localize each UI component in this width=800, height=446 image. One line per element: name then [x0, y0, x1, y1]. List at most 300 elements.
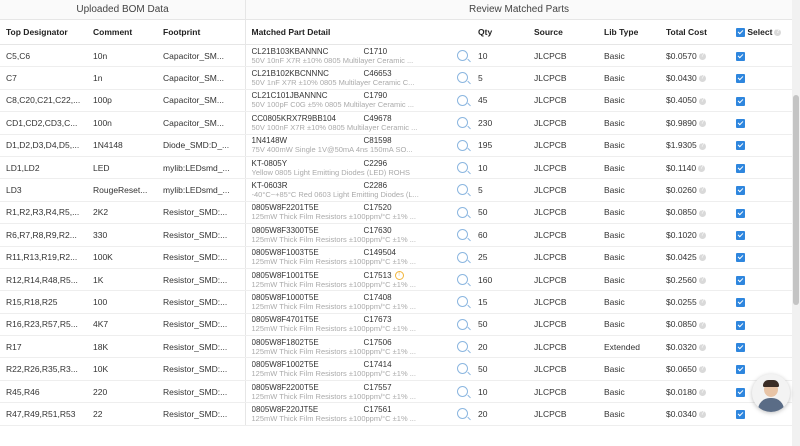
part-description: 125mW Thick Film Resistors ±100ppm/°C ±1% ...: [251, 301, 416, 311]
review-matched-header: Review Matched Parts: [468, 4, 570, 15]
checkbox-checked-icon[interactable]: [736, 321, 745, 330]
lib-type-cell: Basic: [598, 313, 660, 335]
total-cost-value: $0.0850: [666, 319, 697, 330]
search-icon[interactable]: [457, 252, 468, 263]
qty-cell: 50: [472, 358, 528, 380]
checkbox-checked-icon[interactable]: [736, 74, 745, 83]
designator-cell: C5,C6: [0, 45, 87, 67]
qty-cell: 60: [472, 224, 528, 246]
source-cell: JLCPCB: [528, 336, 598, 358]
checkbox-checked-icon[interactable]: [736, 209, 745, 218]
checkbox-checked-icon[interactable]: [736, 253, 745, 262]
question-icon[interactable]: ?: [700, 366, 704, 373]
source-cell: JLCPCB: [528, 67, 598, 89]
qty-cell: 25: [472, 246, 528, 268]
search-icon[interactable]: [457, 162, 468, 173]
total-cost-cell: [660, 358, 730, 380]
part-detail-cell: [245, 224, 472, 246]
comment-cell: 2K2: [87, 201, 157, 223]
scrollbar-thumb[interactable]: [793, 95, 799, 305]
question-icon[interactable]: ?: [700, 276, 704, 283]
part-description: Yellow 0805 Light Emitting Diodes (LED) ROHS: [251, 167, 411, 177]
designator-cell: LD3: [0, 179, 87, 201]
qty-cell: 5: [472, 67, 528, 89]
qty-cell: 160: [472, 268, 528, 290]
search-icon[interactable]: [457, 50, 468, 61]
total-cost-value: $0.4050: [666, 95, 697, 106]
footprint-cell: mylib:LEDsmd_...: [157, 179, 245, 201]
part-detail-cell: [245, 201, 472, 223]
comment-cell: LED: [87, 156, 157, 178]
select-cell[interactable]: [730, 246, 792, 268]
question-icon[interactable]: ?: [700, 321, 704, 328]
footprint-cell: Resistor_SMD:...: [157, 201, 245, 223]
search-icon[interactable]: [457, 386, 468, 397]
total-cost-cell: [660, 313, 730, 335]
part-number: KT-0805Y: [251, 158, 288, 168]
question-icon[interactable]: ?: [700, 232, 704, 239]
designator-cell: R17: [0, 336, 87, 358]
table-row[interactable]: [0, 224, 792, 246]
question-icon[interactable]: ?: [776, 29, 780, 36]
lcsc-code[interactable]: C17414: [363, 360, 392, 370]
scrollbar[interactable]: [792, 0, 800, 446]
select-cell[interactable]: [730, 179, 792, 201]
total-cost-cell: [660, 268, 730, 290]
table-row[interactable]: [0, 313, 792, 335]
col-select[interactable]: [730, 20, 792, 45]
part-detail-cell: [245, 268, 472, 290]
qty-cell: 20: [472, 336, 528, 358]
total-cost-value: $0.0650: [666, 364, 697, 375]
checkbox-checked-icon[interactable]: [736, 97, 745, 106]
lcsc-code[interactable]: C1790: [363, 91, 388, 101]
table-row[interactable]: [0, 45, 792, 67]
footprint-cell: Capacitor_SM...: [157, 112, 245, 134]
footprint-cell: Capacitor_SM...: [157, 89, 245, 111]
col-designator[interactable]: Top Designator: [0, 20, 87, 45]
select-cell[interactable]: [730, 313, 792, 335]
lib-type-cell: Basic: [598, 112, 660, 134]
lcsc-code[interactable]: C17520: [363, 203, 392, 213]
qty-cell: 20: [472, 403, 528, 425]
bom-table: [0, 20, 792, 426]
part-description: 125mW Thick Film Resistors ±100ppm/°C ±1% ...: [251, 413, 416, 423]
footprint-cell: Resistor_SMD:...: [157, 313, 245, 335]
designator-cell: R45,R46: [0, 380, 87, 402]
search-icon[interactable]: [457, 140, 468, 151]
avatar-body: [758, 398, 784, 412]
lcsc-code[interactable]: C17557: [363, 382, 392, 392]
search-icon[interactable]: [457, 363, 468, 374]
part-description: 50V 10nF X7R ±10% 0805 Multilayer Ceramic ...: [251, 55, 414, 65]
comment-cell: 330: [87, 224, 157, 246]
select-cell[interactable]: [730, 268, 792, 290]
footprint-cell: Resistor_SMD:...: [157, 403, 245, 425]
question-icon[interactable]: ?: [700, 120, 704, 127]
question-icon[interactable]: ?: [700, 97, 704, 104]
designator-cell: C8,C20,C21,C22,...: [0, 89, 87, 111]
lib-type-cell: Basic: [598, 358, 660, 380]
lib-type-cell: Basic: [598, 134, 660, 156]
search-icon[interactable]: [457, 408, 468, 419]
part-detail-cell: [245, 336, 472, 358]
total-cost-cell: [660, 380, 730, 402]
total-cost-value: $0.0570: [666, 50, 697, 61]
col-qty[interactable]: Qty: [472, 20, 528, 45]
footprint-cell: mylib:LEDsmd_...: [157, 156, 245, 178]
col-select-label: Select: [747, 26, 773, 37]
total-cost-cell: [660, 45, 730, 67]
search-icon[interactable]: [457, 296, 468, 307]
part-description: 50V 100nF X7R ±10% 0805 Multilayer Ceramic ...: [251, 122, 418, 132]
comment-cell: 100: [87, 291, 157, 313]
uploaded-bom-header: Uploaded BOM Data: [0, 0, 246, 19]
part-detail-cell: [245, 246, 472, 268]
lcsc-code[interactable]: C2286: [363, 181, 388, 191]
source-cell: JLCPCB: [528, 313, 598, 335]
part-number: 0805W8F1003T5E: [251, 248, 319, 258]
total-cost-value: $0.0255: [666, 296, 697, 307]
total-cost-value: $0.0180: [666, 386, 697, 397]
table-row[interactable]: [0, 291, 792, 313]
total-cost-cell: [660, 89, 730, 111]
question-icon[interactable]: ?: [700, 388, 704, 395]
designator-cell: R12,R14,R48,R5...: [0, 268, 87, 290]
comment-cell: 100p: [87, 89, 157, 111]
table-row[interactable]: [0, 246, 792, 268]
qty-cell: 10: [472, 380, 528, 402]
qty-cell: 50: [472, 201, 528, 223]
support-avatar[interactable]: [752, 374, 790, 412]
comment-cell: 4K7: [87, 313, 157, 335]
question-icon[interactable]: ?: [700, 254, 704, 261]
search-icon[interactable]: [457, 207, 468, 218]
lib-type-cell: Basic: [598, 268, 660, 290]
part-number: 0805W8F3300T5E: [251, 225, 319, 235]
qty-cell: 195: [472, 134, 528, 156]
footprint-cell: Capacitor_SM...: [157, 67, 245, 89]
lib-type-cell: Basic: [598, 246, 660, 268]
footprint-cell: Resistor_SMD:...: [157, 246, 245, 268]
part-detail-cell: [245, 156, 472, 178]
checkbox-checked-icon[interactable]: [736, 186, 745, 195]
designator-cell: LD1,LD2: [0, 156, 87, 178]
total-cost-value: $0.2560: [666, 274, 697, 285]
section-header: [0, 0, 792, 20]
select-cell[interactable]: [730, 67, 792, 89]
footprint-cell: Resistor_SMD:...: [157, 268, 245, 290]
footprint-cell: Resistor_SMD:...: [157, 224, 245, 246]
comment-cell: 100n: [87, 112, 157, 134]
search-icon[interactable]: [457, 229, 468, 240]
designator-cell: R22,R26,R35,R3...: [0, 358, 87, 380]
total-cost-cell: [660, 336, 730, 358]
designator-cell: R6,R7,R8,R9,R2...: [0, 224, 87, 246]
part-description: -40°C~+85°C Red 0603 Light Emitting Diodes (L...: [251, 190, 419, 200]
table-row[interactable]: [0, 268, 792, 290]
checkbox-checked-icon[interactable]: [736, 298, 745, 307]
source-cell: JLCPCB: [528, 89, 598, 111]
comment-cell: 22: [87, 403, 157, 425]
lcsc-code[interactable]: C1710: [363, 46, 388, 56]
lib-type-cell: Basic: [598, 403, 660, 425]
col-comment[interactable]: Comment: [87, 20, 157, 45]
lib-type-cell: Basic: [598, 201, 660, 223]
comment-cell: 100K: [87, 246, 157, 268]
part-description: 125mW Thick Film Resistors ±100ppm/°C ±1% ...: [251, 212, 416, 222]
select-cell[interactable]: [730, 89, 792, 111]
source-cell: JLCPCB: [528, 112, 598, 134]
table-header-row: [0, 20, 792, 45]
lcsc-code[interactable]: C17630: [363, 225, 392, 235]
checkbox-checked-icon[interactable]: [736, 141, 745, 150]
comment-cell: 1n: [87, 67, 157, 89]
table-row[interactable]: [0, 358, 792, 380]
total-cost-cell: [660, 291, 730, 313]
part-description: 125mW Thick Film Resistors ±100ppm/°C ±1% ...: [251, 234, 416, 244]
table-row[interactable]: [0, 201, 792, 223]
total-cost-value: $0.0430: [666, 73, 697, 84]
lcsc-code[interactable]: C17408: [363, 292, 392, 302]
part-number: 0805W8F1000T5E: [251, 292, 319, 302]
question-icon[interactable]: ?: [700, 52, 704, 59]
source-cell: JLCPCB: [528, 179, 598, 201]
total-cost-cell: [660, 156, 730, 178]
qty-cell: 5: [472, 179, 528, 201]
comment-cell: 1N4148: [87, 134, 157, 156]
lib-type-cell: Basic: [598, 156, 660, 178]
lib-type-cell: Basic: [598, 179, 660, 201]
part-number: 0805W8F1001T5E: [251, 270, 319, 280]
source-cell: JLCPCB: [528, 291, 598, 313]
select-cell[interactable]: [730, 156, 792, 178]
total-cost-value: $0.0260: [666, 185, 697, 196]
warning-icon[interactable]: !: [395, 271, 404, 280]
part-detail-cell: [245, 179, 472, 201]
question-icon[interactable]: ?: [700, 209, 704, 216]
total-cost-cell: [660, 403, 730, 425]
designator-cell: D1,D2,D3,D4,D5,...: [0, 134, 87, 156]
total-cost-cell: [660, 201, 730, 223]
footprint-cell: Diode_SMD:D_...: [157, 134, 245, 156]
total-cost-cell: [660, 246, 730, 268]
comment-cell: 1K: [87, 268, 157, 290]
lib-type-cell: Extended: [598, 336, 660, 358]
qty-cell: 50: [472, 313, 528, 335]
table-row[interactable]: [0, 112, 792, 134]
source-cell: JLCPCB: [528, 45, 598, 67]
col-footprint[interactable]: Footprint: [157, 20, 245, 45]
search-icon[interactable]: [457, 274, 468, 285]
designator-cell: C7: [0, 67, 87, 89]
part-number: CL21B103KBANNNC: [251, 46, 329, 56]
question-icon[interactable]: ?: [699, 164, 704, 171]
qty-cell: 45: [472, 89, 528, 111]
part-description: 125mW Thick Film Resistors ±100ppm/°C ±1% ...: [251, 369, 416, 379]
question-icon[interactable]: ?: [700, 299, 704, 306]
question-icon[interactable]: ?: [700, 411, 704, 418]
checkbox-checked-icon[interactable]: [736, 164, 745, 173]
part-number: 0805W8F1002T5E: [251, 360, 319, 370]
checkbox-checked-icon[interactable]: [736, 410, 745, 419]
part-number: 1N4148W: [251, 136, 288, 146]
source-cell: JLCPCB: [528, 156, 598, 178]
designator-cell: R1,R2,R3,R4,R5,...: [0, 201, 87, 223]
designator-cell: R16,R23,R57,R5...: [0, 313, 87, 335]
source-cell: JLCPCB: [528, 380, 598, 402]
footprint-cell: Resistor_SMD:...: [157, 336, 245, 358]
select-cell[interactable]: [730, 112, 792, 134]
part-description: 125mW Thick Film Resistors ±100ppm/°C ±1% ...: [251, 257, 416, 267]
checkbox-checked-icon[interactable]: [736, 365, 745, 374]
source-cell: JLCPCB: [528, 358, 598, 380]
lcsc-code[interactable]: C2296: [363, 158, 388, 168]
source-cell: JLCPCB: [528, 403, 598, 425]
part-description: 125mW Thick Film Resistors ±100ppm/°C ±1% ...: [251, 279, 416, 289]
search-icon[interactable]: [457, 72, 468, 83]
lcsc-code[interactable]: C17561: [363, 404, 392, 414]
source-cell: JLCPCB: [528, 268, 598, 290]
footprint-cell: Capacitor_SM...: [157, 45, 245, 67]
search-icon[interactable]: [457, 319, 468, 330]
search-icon[interactable]: [457, 117, 468, 128]
total-cost-value: $0.1140: [666, 162, 697, 173]
part-number: 0805W8F1802T5E: [251, 337, 319, 347]
total-cost-value: $0.0320: [666, 341, 697, 352]
table-row[interactable]: [0, 134, 792, 156]
question-icon[interactable]: ?: [700, 187, 704, 194]
select-all-checkbox[interactable]: [736, 28, 745, 37]
total-cost-cell: [660, 224, 730, 246]
select-cell[interactable]: [730, 201, 792, 223]
comment-cell: 220: [87, 380, 157, 402]
checkbox-checked-icon[interactable]: [736, 276, 745, 285]
lcsc-code[interactable]: C17513: [363, 270, 392, 280]
select-cell[interactable]: [730, 291, 792, 313]
lib-type-cell: Basic: [598, 380, 660, 402]
total-cost-cell: [660, 134, 730, 156]
part-number: CL21C101JBANNNC: [251, 91, 328, 101]
part-number: 0805W8F4701T5E: [251, 315, 319, 325]
qty-cell: 10: [472, 156, 528, 178]
checkbox-checked-icon[interactable]: [736, 231, 745, 240]
comment-cell: RougeReset...: [87, 179, 157, 201]
select-cell[interactable]: [730, 45, 792, 67]
total-cost-value: $0.1020: [666, 229, 697, 240]
checkbox-checked-icon[interactable]: [736, 119, 745, 128]
part-description: 50V 1nF X7R ±10% 0805 Multilayer Ceramic C...: [251, 78, 415, 88]
table-row[interactable]: [0, 179, 792, 201]
footprint-cell: Resistor_SMD:...: [157, 291, 245, 313]
part-detail-cell: [245, 358, 472, 380]
question-icon[interactable]: ?: [700, 75, 704, 82]
part-detail-cell: [245, 89, 472, 111]
question-icon[interactable]: ?: [700, 344, 704, 351]
footprint-cell: Resistor_SMD:...: [157, 358, 245, 380]
part-description: 125mW Thick Film Resistors ±100ppm/°C ±1% ...: [251, 324, 416, 334]
part-description: 75V 400mW Single 1V@50mA 4ns 150mA SO...: [251, 145, 413, 155]
total-cost-value: $0.0850: [666, 207, 697, 218]
part-detail-cell: [245, 380, 472, 402]
checkbox-checked-icon[interactable]: [736, 52, 745, 61]
part-detail-cell: [245, 67, 472, 89]
part-description: 125mW Thick Film Resistors ±100ppm/°C ±1% ...: [251, 391, 416, 401]
part-number: CC0805KRX7R9BB104: [251, 113, 336, 123]
total-cost-value: $0.0340: [666, 408, 697, 419]
part-number: CL21B102KBCNNNC: [251, 69, 329, 79]
lib-type-cell: Basic: [598, 89, 660, 111]
part-detail-cell: [245, 313, 472, 335]
table-row[interactable]: [0, 156, 792, 178]
col-detail[interactable]: Matched Part Detail: [245, 20, 472, 45]
designator-cell: R15,R18,R25: [0, 291, 87, 313]
checkbox-checked-icon[interactable]: [736, 343, 745, 352]
part-number: 0805W8F220JT5E: [251, 404, 319, 414]
qty-cell: 15: [472, 291, 528, 313]
lib-type-cell: Basic: [598, 224, 660, 246]
designator-cell: R11,R13,R19,R2...: [0, 246, 87, 268]
lcsc-code[interactable]: C46653: [363, 69, 392, 79]
select-cell[interactable]: [730, 224, 792, 246]
select-cell[interactable]: [730, 336, 792, 358]
question-icon[interactable]: ?: [700, 142, 704, 149]
comment-cell: 10n: [87, 45, 157, 67]
footprint-cell: Resistor_SMD:...: [157, 380, 245, 402]
col-lib-type[interactable]: Lib Type: [598, 20, 660, 45]
qty-cell: 10: [472, 45, 528, 67]
table-row[interactable]: [0, 67, 792, 89]
part-description: 125mW Thick Film Resistors ±100ppm/°C ±1% ...: [251, 346, 416, 356]
select-cell[interactable]: [730, 134, 792, 156]
total-cost-value: $1.9305: [666, 140, 697, 151]
source-cell: JLCPCB: [528, 201, 598, 223]
part-description: 50V 100pF C0G ±5% 0805 Multilayer Ceramic ...: [251, 100, 415, 110]
lib-type-cell: Basic: [598, 67, 660, 89]
source-cell: JLCPCB: [528, 246, 598, 268]
search-icon[interactable]: [457, 95, 468, 106]
table-row[interactable]: [0, 89, 792, 111]
table-row[interactable]: [0, 403, 792, 425]
lcsc-code[interactable]: C81598: [363, 136, 392, 146]
search-icon[interactable]: [457, 184, 468, 195]
part-number: KT-0603R: [251, 181, 288, 191]
lcsc-code[interactable]: C149504: [363, 248, 396, 258]
part-detail-cell: [245, 134, 472, 156]
designator-cell: CD1,CD2,CD3,C...: [0, 112, 87, 134]
part-detail-cell: [245, 45, 472, 67]
designator-cell: R47,R49,R51,R53: [0, 403, 87, 425]
col-source[interactable]: Source: [528, 20, 598, 45]
total-cost-cell: [660, 67, 730, 89]
part-detail-cell: [245, 291, 472, 313]
source-cell: JLCPCB: [528, 134, 598, 156]
table-row[interactable]: [0, 336, 792, 358]
lcsc-code[interactable]: C49678: [363, 113, 392, 123]
total-cost-cell: [660, 112, 730, 134]
part-detail-cell: [245, 403, 472, 425]
search-icon[interactable]: [457, 341, 468, 352]
checkbox-checked-icon[interactable]: [736, 388, 745, 397]
part-number: 0805W8F2200T5E: [251, 382, 319, 392]
col-total-cost[interactable]: Total Cost: [660, 20, 730, 45]
lcsc-code[interactable]: C17506: [363, 337, 392, 347]
total-cost-value: $0.9890: [666, 117, 697, 128]
table-row[interactable]: [0, 380, 792, 402]
lib-type-cell: Basic: [598, 291, 660, 313]
part-number: 0805W8F2201T5E: [251, 203, 319, 213]
lcsc-code[interactable]: C17673: [363, 315, 392, 325]
